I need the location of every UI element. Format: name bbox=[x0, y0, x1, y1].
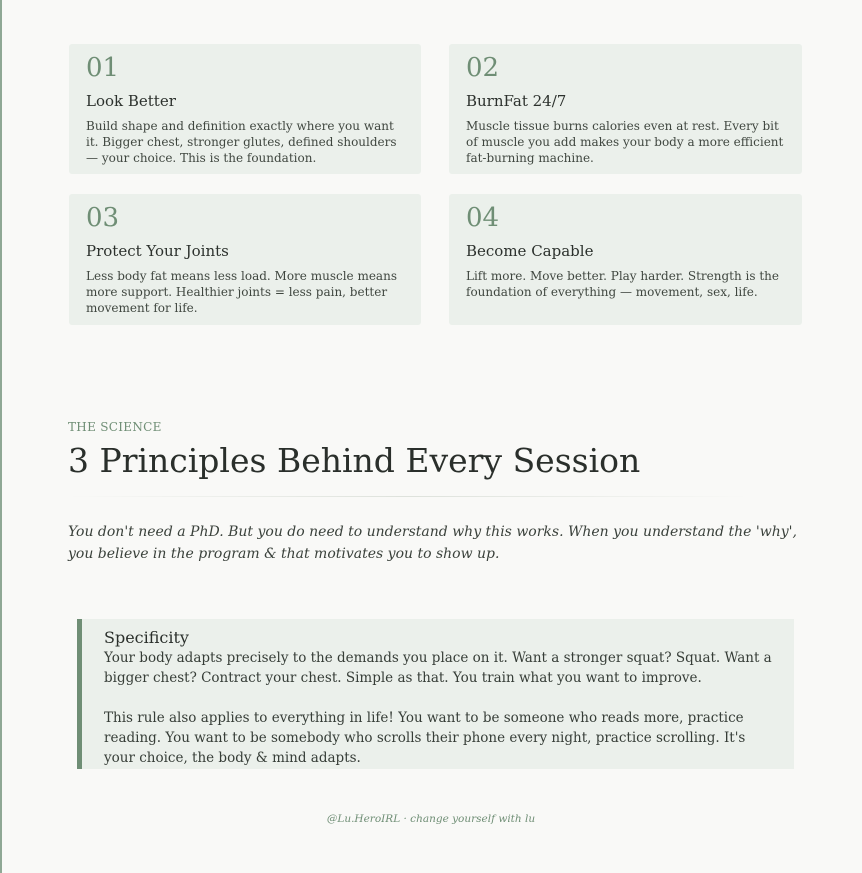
benefit-description: Muscle tissue burns calories even at rest. Every bit of muscle you add makes your body a more efficient fat-burning machine. bbox=[466, 119, 784, 165]
principle-paragraph-2: This rule also applies to everything in life! You want to be someone who reads more, practice reading. You want to be somebody who scrolls their phone every night, practice scrolling. It's your choice, the body & mind adapts. bbox=[104, 710, 746, 766]
left-border-rule bbox=[0, 0, 2, 873]
heading-divider bbox=[68, 496, 748, 497]
benefit-card-03 bbox=[69, 194, 421, 325]
benefit-description: Build shape and definition exactly where you want it. Bigger chest, stronger glutes, defined shoulders — your choice. This is the foundation. bbox=[86, 119, 397, 165]
benefit-number: 03 bbox=[86, 203, 120, 233]
benefit-title: Look Better bbox=[86, 92, 176, 110]
section-eyebrow: THE SCIENCE bbox=[68, 420, 162, 434]
benefit-card-01 bbox=[69, 44, 421, 174]
benefit-number: 02 bbox=[466, 53, 500, 83]
principle-callout bbox=[77, 619, 794, 769]
section-heading: 3 Principles Behind Every Session bbox=[68, 441, 641, 480]
benefit-number: 04 bbox=[466, 203, 500, 233]
benefit-description: Less body fat means less load. More muscle means more support. Healthier joints = less pain, better movement for life. bbox=[86, 269, 397, 315]
benefit-description: Lift more. Move better. Play harder. Strength is the foundation of everything — movement, sex, life. bbox=[466, 269, 779, 299]
benefit-title: Become Capable bbox=[466, 242, 594, 260]
benefit-title: Protect Your Joints bbox=[86, 242, 229, 260]
section-intro: You don't need a PhD. But you do need to understand why this works. When you understand the 'why', you believe in the program & that motivates you to show up. bbox=[68, 524, 797, 562]
footer-credit: @Lu.HeroIRL · change yourself with lu bbox=[326, 813, 536, 825]
benefit-number: 01 bbox=[86, 53, 120, 83]
benefit-card-04 bbox=[449, 194, 802, 325]
principle-title: Specificity bbox=[104, 628, 189, 647]
benefit-title: BurnFat 24/7 bbox=[466, 92, 567, 110]
principle-paragraph-1: Your body adapts precisely to the demands you place on it. Want a stronger squat? Squat. Want a bigger chest? Contract your chest. Simple as that. You train what you want to improve. bbox=[104, 650, 772, 686]
benefit-card-02 bbox=[449, 44, 802, 174]
